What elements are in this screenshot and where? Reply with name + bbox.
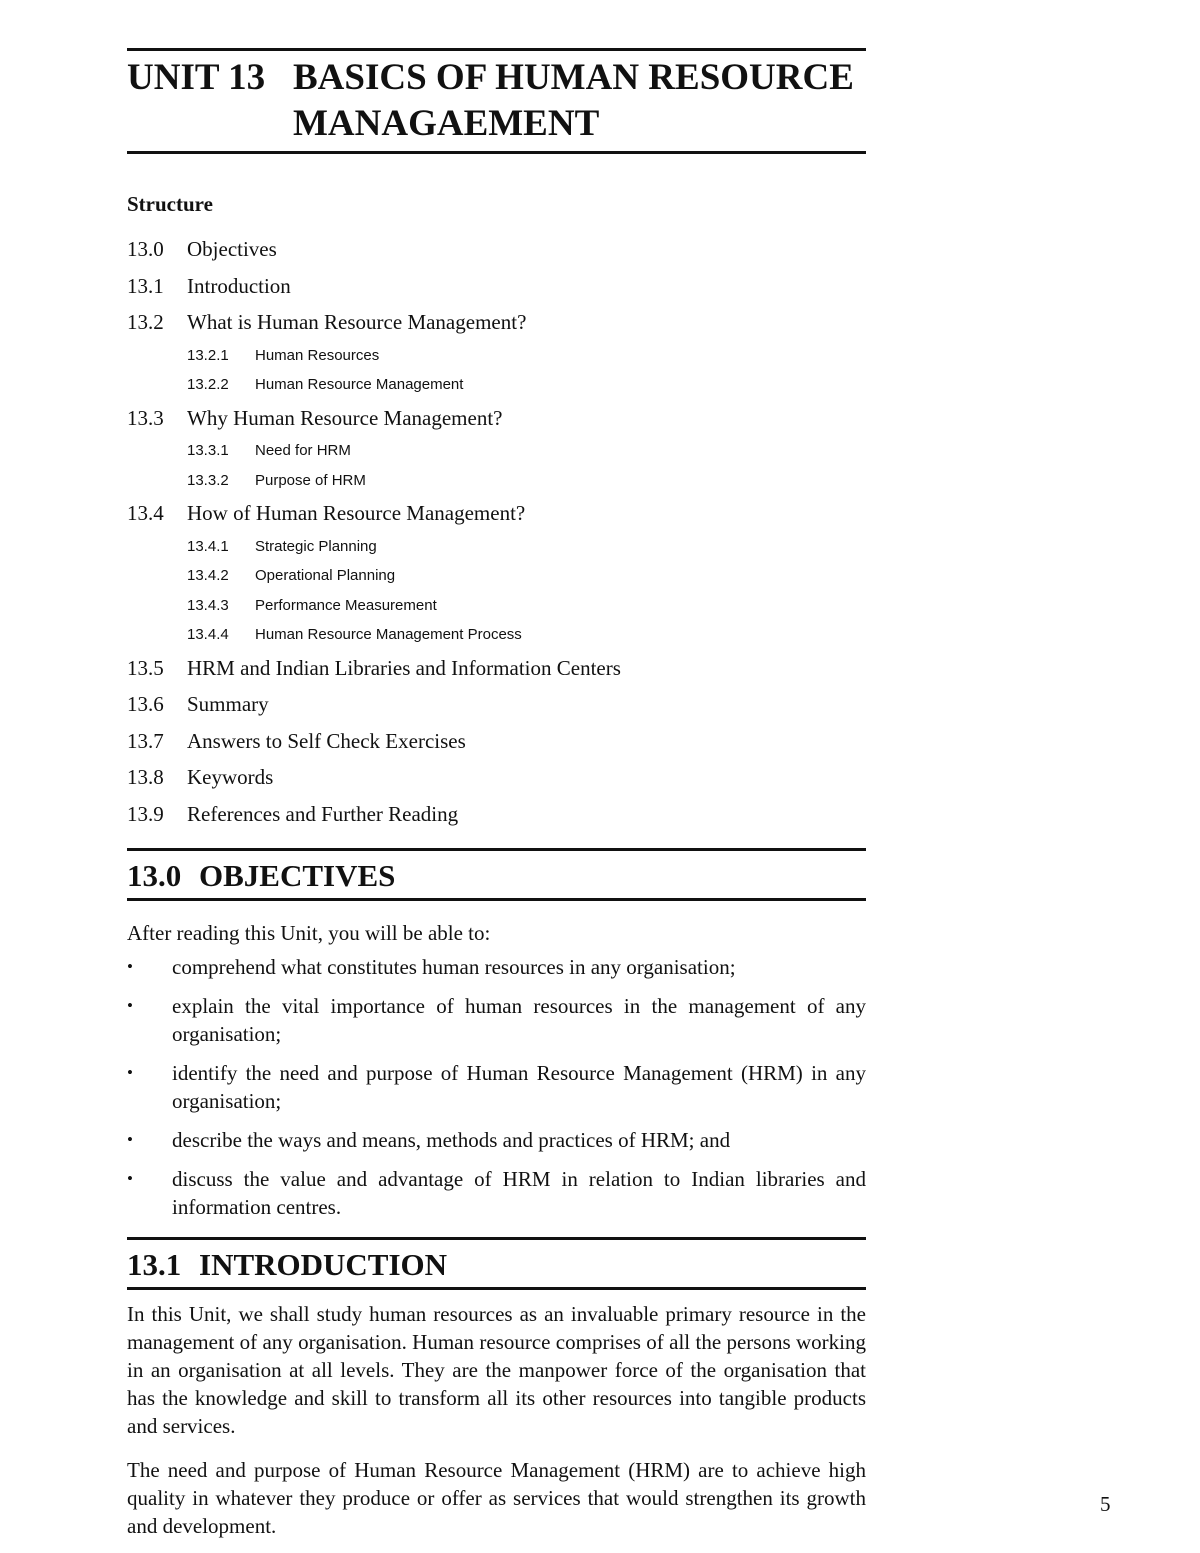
toc-item: 13.7 Answers to Self Check Exercises (127, 728, 466, 753)
objectives-heading-text: OBJECTIVES (199, 858, 396, 893)
introduction-paragraph-2: The need and purpose of Human Resource Management (HRM) are to achieve high quality in whatever they produce or offer as services that would strengthen its growth and development. (127, 1458, 866, 1538)
toc-item: 13.1 Introduction (127, 273, 291, 298)
toc-item: 13.2 What is Human Resource Management? (127, 310, 527, 334)
toc-subitem: 13.4.4 Human Resource Management Process (187, 626, 522, 643)
toc-item: 13.3 Why Human Resource Management? (127, 405, 503, 430)
bullet-icon: • (127, 957, 133, 976)
toc-subitem: 13.4.3 Performance Measurement (187, 596, 437, 614)
introduction-heading-number: 13.1 (127, 1247, 182, 1282)
unit-name (293, 55, 866, 147)
list-item: • comprehend what constitutes human resources in any organisation; (127, 955, 736, 979)
introduction-paragraph-1: In this Unit, we shall study human resources as an invaluable primary resource in the management of any organisation. Human resource comprises of all the persons working in an organisation at all levels. They are the manpower force of the organisation that has the knowledge and skill to transform all its other resources into tangible products and services. (127, 1302, 866, 1438)
structure-label: Structure (127, 192, 213, 216)
title-bottom-rule (127, 151, 866, 154)
toc-item: 13.4 How of Human Resource Management? (127, 501, 526, 525)
bullet-icon: • (127, 1063, 133, 1082)
introduction-heading-text: INTRODUCTION (199, 1247, 448, 1282)
unit-number: UNIT 13 (127, 57, 266, 98)
unit-title-line-2: MANAGAEMENT (293, 103, 600, 144)
unit-title (127, 51, 866, 151)
bullet-icon: • (127, 996, 133, 1015)
objectives-heading-number: 13.0 (127, 858, 182, 893)
objectives-heading (127, 848, 866, 901)
toc-subitem: 13.3.2 Purpose of HRM (187, 471, 366, 489)
list-item: • discuss the value and advantage of HRM in relation to Indian libraries and information centres. (127, 1167, 866, 1219)
toc-subitem: 13.3.1 Need for HRM (187, 442, 351, 459)
toc-item: 13.8 Keywords (127, 765, 274, 789)
toc-subitem: 13.2.2 Human Resource Management (187, 376, 464, 393)
unit-title-line-1: BASICS OF HUMAN RESOURCE (293, 57, 854, 98)
toc-item: 13.0 Objectives (127, 237, 277, 261)
bullet-icon: • (127, 1130, 133, 1149)
toc-item: 13.5 HRM and Indian Libraries and Information Centers (127, 655, 621, 680)
toc-item: 13.6 Summary (127, 692, 269, 716)
table-of-contents (127, 231, 866, 832)
list-item: • explain the vital importance of human resources in the management of any organisation; (127, 994, 866, 1046)
list-item: • identify the need and purpose of Human Resource Management (HRM) in any organisation; (127, 1061, 866, 1113)
list-item: • describe the ways and means, methods and practices of HRM; and (127, 1128, 731, 1152)
document-page (127, 48, 866, 1540)
toc-subitem: 13.4.1 Strategic Planning (187, 537, 377, 555)
toc-item: 13.9 References and Further Reading (127, 801, 459, 826)
page-number: 5 (1100, 1492, 1111, 1516)
introduction-heading (127, 1237, 866, 1290)
toc-subitem: 13.2.1 Human Resources (187, 346, 380, 364)
objectives-list (127, 953, 866, 1221)
toc-subitem: 13.4.2 Operational Planning (187, 567, 396, 584)
bullet-icon: • (127, 1169, 133, 1188)
objectives-intro: After reading this Unit, you will be able to: (127, 921, 491, 945)
